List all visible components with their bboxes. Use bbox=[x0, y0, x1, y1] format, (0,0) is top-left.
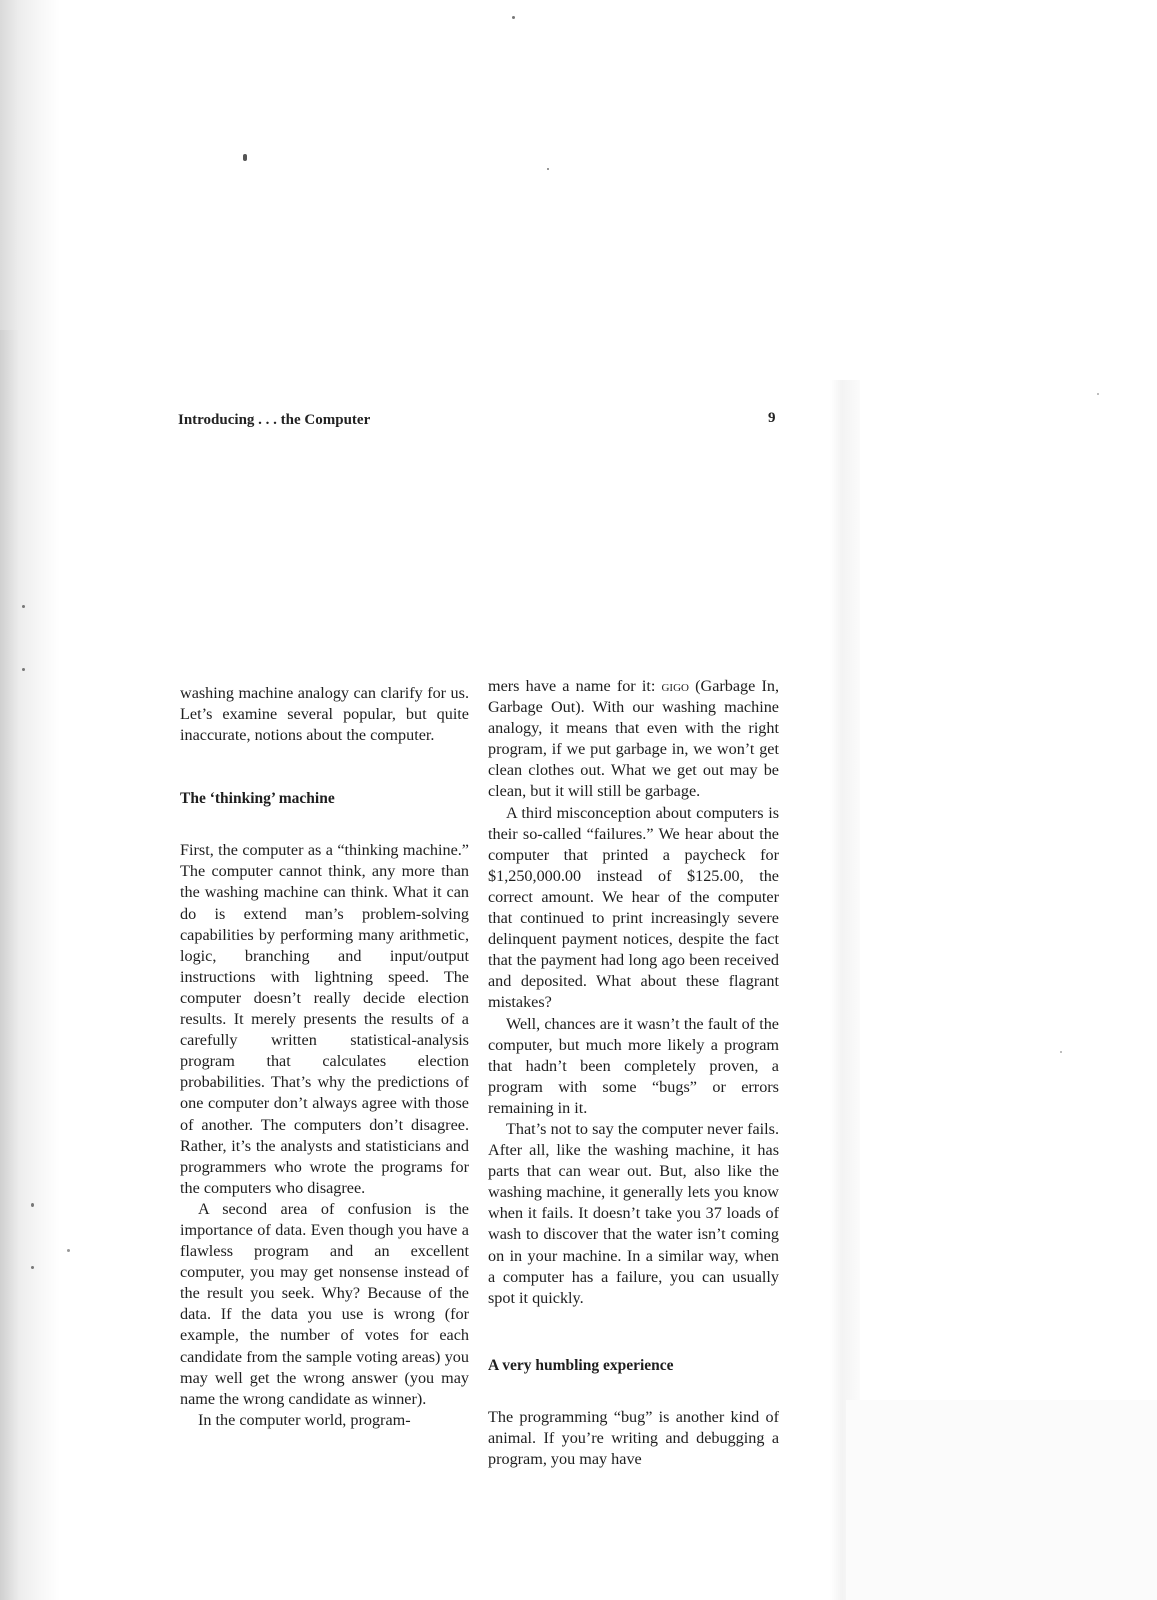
paragraph: In the computer world, program- bbox=[198, 1410, 411, 1429]
scan-speck bbox=[22, 605, 25, 608]
scan-speck bbox=[243, 154, 247, 161]
scan-speck bbox=[22, 668, 25, 671]
paragraph bbox=[488, 676, 779, 803]
section-heading: The ‘thinking’ machine bbox=[180, 790, 335, 808]
paragraph-text: (Garbage In, Garbage Out). With our washing machine analogy, it means that even with the right program, if we put garbage in, we won’t get clean clothes out. What we get out may be clean, but it will still be garbage. bbox=[488, 677, 779, 801]
paragraph: That’s not to say the computer never fails. After all, like the washing machine, it has parts that can wear out. But, also like the washing machine, it generally lets you know when it fails. It doesn’t take you 37 loads of wash to discover that the water isn’t coming on in your machine. In a similar way, when a computer has a failure, you can usually spot it quickly. bbox=[488, 1119, 779, 1307]
right-column bbox=[488, 676, 779, 1470]
paragraph: washing machine analogy can clarify for us. Let’s examine several popular, but quite inaccurate, notions about the computer. bbox=[180, 684, 469, 745]
scan-speck bbox=[512, 16, 515, 19]
page-edge-bottom bbox=[846, 1400, 1157, 1600]
paragraph: A third misconception about computers is their so-called “failures.” We hear about the computer that printed a paycheck for $1,250,000.00 instead of $125.00, the correct amount. We hear of the computer that continued to print increasingly severe delinquent payment notices, despite the fact that the payment had long ago been received and deposited. What about these flagrant mistakes? bbox=[488, 803, 779, 1012]
paragraph: A second area of confusion is the importance of data. Even though you have a flawless program and an excellent computer, you may get nonsense instead of the result you seek. Why? Because of the data. If the data you use is wrong (for example, the number of votes for each candidate from the sample voting areas) you may well get the wrong answer (you may name the wrong candidate as winner). bbox=[180, 1199, 469, 1408]
scan-speck bbox=[1097, 393, 1099, 395]
left-column bbox=[180, 683, 469, 1431]
scan-speck bbox=[67, 1249, 70, 1252]
gigo-acronym: gigo bbox=[661, 677, 689, 695]
section-heading: A very humbling experience bbox=[488, 1356, 674, 1374]
running-title: Introducing . . . the Computer bbox=[178, 412, 371, 428]
paragraph: The programming “bug” is another kind of animal. If you’re writing and debugging a program, you may have bbox=[488, 1407, 779, 1468]
paragraph: First, the computer as a “thinking machine.” The computer cannot think, any more than the washing machine can think. What it can do is extend man’s problem-solving capabilities by performing many arithmetic, logic, branching and input/output instructions with lightning speed. The computer doesn’t really decide election results. It merely presents the results of a carefully written statistical-analysis program that calculates election probabilities. That’s why the predictions of one computer don’t always agree with those of another. The computers don’t disagree. Rather, it’s the analysts and statisticians and programmers who wrote the programs for the computers who disagree. bbox=[180, 841, 469, 1197]
page-number: 9 bbox=[768, 410, 776, 426]
paragraph: Well, chances are it wasn’t the fault of the computer, but much more likely a program that hadn’t been completely proven, a program with some “bugs” or errors remaining in it. bbox=[488, 1014, 779, 1117]
scan-speck bbox=[31, 1203, 34, 1207]
paragraph-text: mers have a name for it: bbox=[488, 677, 662, 695]
scan-speck bbox=[1060, 1051, 1062, 1053]
scan-speck bbox=[31, 1266, 34, 1269]
scan-speck bbox=[547, 168, 549, 170]
scan-shadow-lower bbox=[0, 330, 18, 1600]
